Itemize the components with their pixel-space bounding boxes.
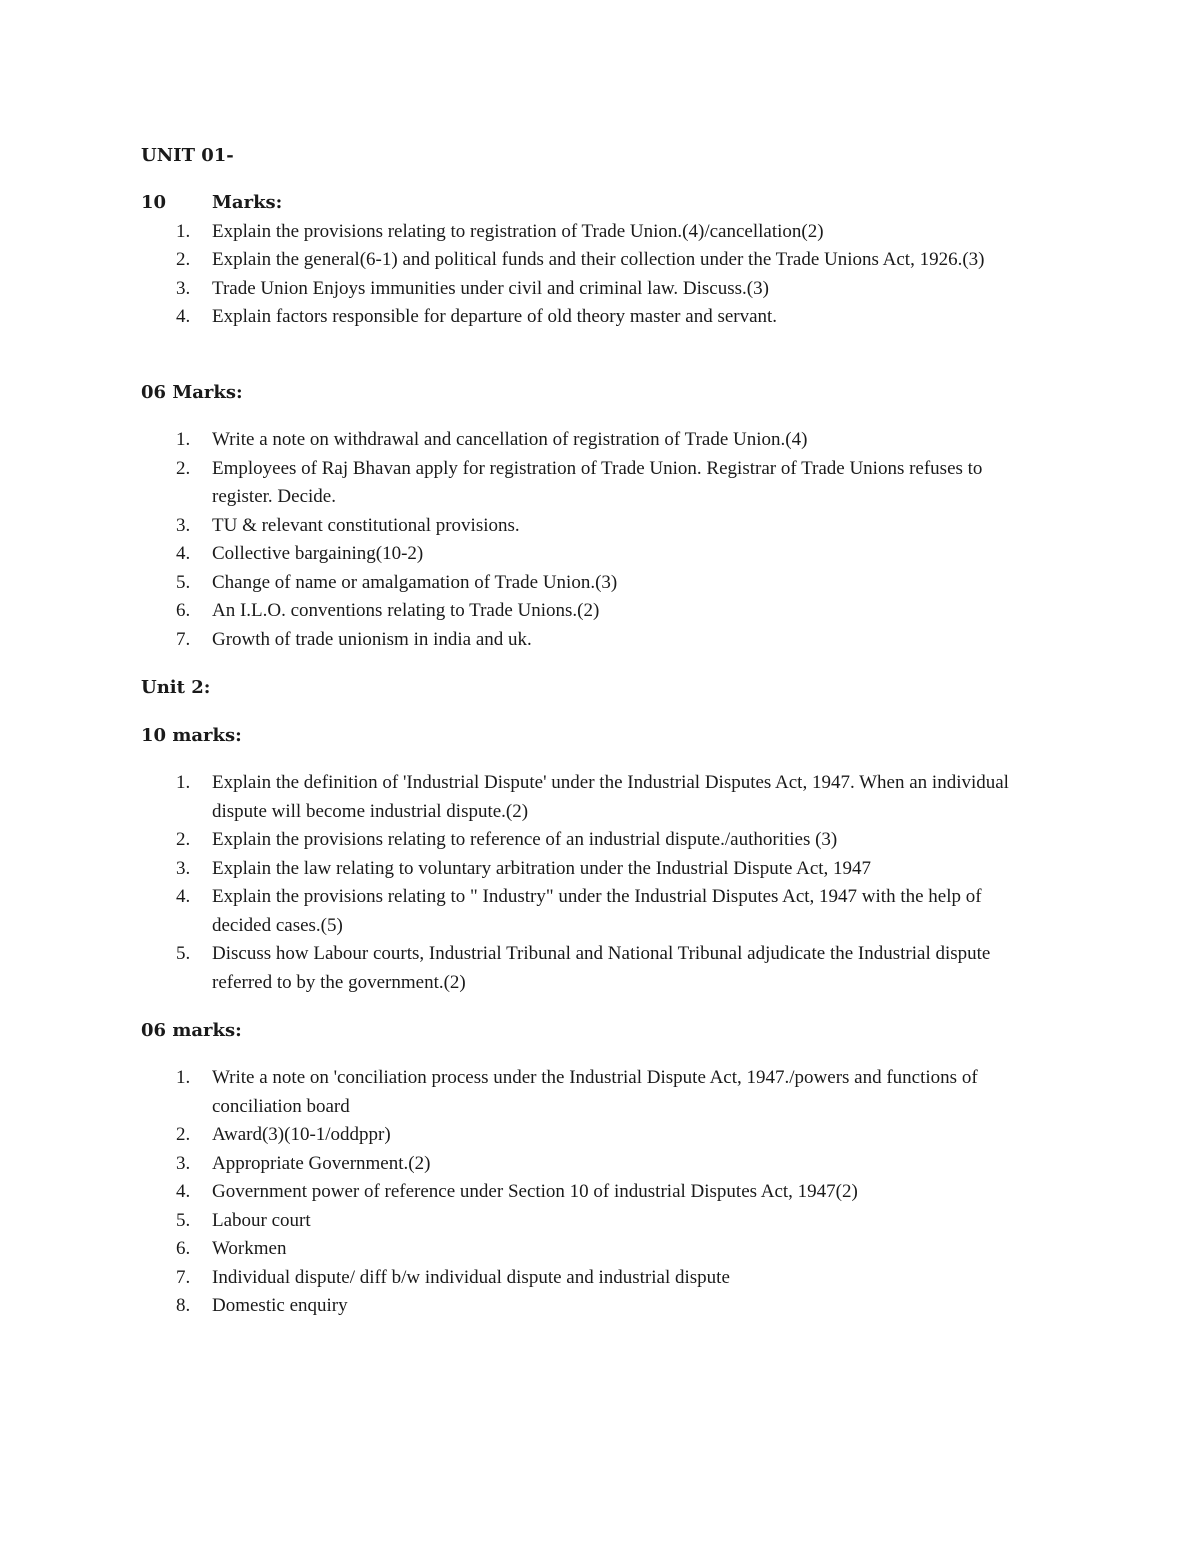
list-item-text: Workmen (212, 1238, 287, 1259)
list-number: 2. (176, 829, 191, 850)
unit-1-ten-marks-list (0, 189, 1200, 332)
list-number: 6. (176, 600, 191, 621)
list-item-text: Discuss how Labour courts, Industrial Tribunal and National Tribunal adjudicate the Industrial dispute referred to by the government.(2) (212, 943, 991, 993)
list-item (0, 246, 1042, 275)
list-item (0, 769, 1042, 826)
list-number: 3. (176, 1152, 191, 1174)
list-item-text: Domestic enquiry (212, 1295, 348, 1316)
list-number: 3. (176, 857, 191, 879)
list-number: 5. (176, 943, 191, 964)
list-item (0, 455, 1042, 512)
unit-1-six-marks-heading: 06 Marks: (141, 382, 243, 403)
list-item (0, 940, 1042, 997)
list-item-text: TU & relevant constitutional provisions. (212, 514, 520, 536)
list-item-text: Government power of reference under Section 10 of industrial Disputes Act, 1947(2) (212, 1181, 858, 1202)
list-item-text: An I.L.O. conventions relating to Trade Unions.(2) (212, 600, 600, 621)
list-item-text: Growth of trade unionism in india and uk. (212, 628, 532, 650)
unit-1-six-marks-list (0, 426, 1200, 654)
unit-1-title: UNIT 01- (141, 145, 234, 166)
list-number: 2. (176, 1124, 191, 1145)
list-number: 5. (176, 571, 191, 593)
list-number: 4. (176, 1181, 191, 1202)
unit-2-six-marks-list (0, 1064, 1200, 1321)
list-number: 8. (176, 1295, 191, 1316)
list-item-text: Change of name or amalgamation of Trade Union.(3) (212, 571, 618, 593)
list-number: 7. (176, 628, 191, 650)
list-number: 1. (176, 1067, 191, 1088)
list-item (0, 1121, 1042, 1150)
list-item (0, 512, 1042, 541)
list-item-text: Explain the provisions relating to registration of Trade Union.(4)/cancellation(2) (212, 220, 824, 242)
list-number: 6. (176, 1238, 191, 1259)
list-number: 5. (176, 1209, 191, 1231)
list-number: 1. (176, 220, 191, 242)
list-item (0, 855, 1042, 884)
list-item-text: Employees of Raj Bhavan apply for registration of Trade Union. Registrar of Trade Unions refuses to register. Decide. (212, 457, 983, 507)
list-item (0, 1150, 1042, 1179)
unit-2-title: Unit 2: (141, 677, 211, 698)
section-label: Marks: (212, 192, 283, 213)
unit-2-ten-marks-heading: 10 marks: (141, 725, 242, 746)
list-item-text: Write a note on withdrawal and cancellation of registration of Trade Union.(4) (212, 429, 808, 450)
list-item-text: Collective bargaining(10-2) (212, 543, 424, 564)
list-number: 2. (176, 457, 191, 479)
list-number: 3. (176, 514, 191, 536)
list-item-text: Explain the provisions relating to reference of an industrial dispute./authorities (3) (212, 829, 838, 850)
list-item (0, 569, 1042, 598)
list-item-text: Explain the general(6-1) and political funds and their collection under the Trade Unions Act, 1926.(3) (212, 249, 985, 270)
list-item-text: Explain factors responsible for departure of old theory master and servant. (212, 306, 778, 327)
list-number: 10 (141, 192, 167, 213)
list-item-text: Appropriate Government.(2) (212, 1152, 431, 1174)
list-number: 1. (176, 772, 191, 793)
list-item-text: Trade Union Enjoys immunities under civil and criminal law. Discuss.(3) (212, 277, 769, 299)
list-item-text: Explain the definition of 'Industrial Dispute' under the Industrial Disputes Act, 1947. When an individual dispute will become industrial dispute.(2) (212, 772, 1009, 822)
list-number: 4. (176, 886, 191, 907)
list-item (0, 1292, 1042, 1321)
list-item-text: Award(3)(10-1/oddppr) (212, 1124, 391, 1145)
list-item-text: Write a note on 'conciliation process under the Industrial Dispute Act, 1947./powers and functions of conciliation board (212, 1067, 978, 1117)
list-item-text: Labour court (212, 1209, 311, 1231)
list-item (0, 426, 1042, 455)
unit-1-ten-marks-heading (0, 189, 1042, 218)
list-item (0, 218, 1042, 247)
list-item (0, 540, 1042, 569)
list-item (0, 883, 1042, 940)
list-item (0, 626, 1042, 655)
unit-2-six-marks-heading: 06 marks: (141, 1020, 242, 1041)
list-item-text: Individual dispute/ diff b/w individual dispute and industrial dispute (212, 1266, 730, 1288)
list-item (0, 1235, 1042, 1264)
list-item (0, 597, 1042, 626)
list-item (0, 1264, 1042, 1293)
list-number: 4. (176, 306, 191, 327)
list-item (0, 1207, 1042, 1236)
list-number: 7. (176, 1266, 191, 1288)
list-item-text: Explain the law relating to voluntary arbitration under the Industrial Dispute Act, 1947 (212, 857, 872, 879)
list-number: 1. (176, 429, 191, 450)
list-number: 4. (176, 543, 191, 564)
unit-2-ten-marks-list (0, 769, 1200, 997)
list-item-text: Explain the provisions relating to " Industry" under the Industrial Disputes Act, 1947 with the help of decided cases.(5) (212, 886, 982, 936)
list-item (0, 1064, 1042, 1121)
list-item (0, 826, 1042, 855)
list-item (0, 1178, 1042, 1207)
list-item (0, 275, 1042, 304)
list-item (0, 303, 1042, 332)
list-number: 2. (176, 249, 191, 270)
list-number: 3. (176, 277, 191, 299)
